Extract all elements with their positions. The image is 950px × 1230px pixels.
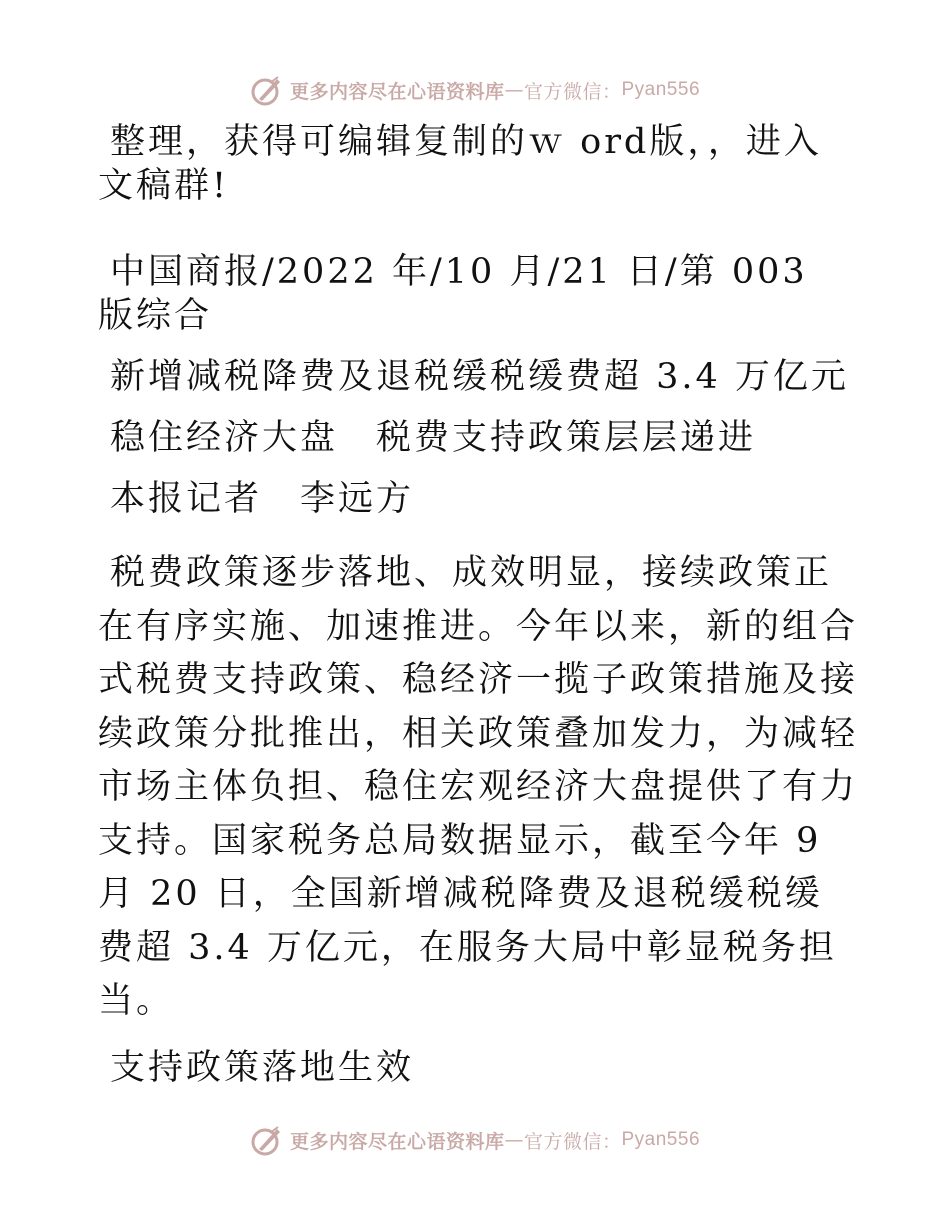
subheading: 支持政策落地生效	[110, 1047, 415, 1088]
author-line: 本报记者 李远方	[110, 479, 415, 519]
banner-wechat-id: Pyan556	[621, 79, 701, 100]
quill-logo-icon	[250, 73, 284, 107]
article-content	[98, 120, 858, 1090]
quill-logo-icon	[250, 1123, 284, 1157]
header-banner	[0, 70, 950, 110]
headline-primary: 新增减税降费及退税缓税缓费超 3.4 万亿元	[110, 357, 849, 397]
banner-separator: —	[504, 1129, 524, 1151]
source-line: 中国商报/2022 年/10 月/21 日/第 003 版综合	[98, 252, 808, 336]
footer-banner	[0, 1120, 950, 1160]
body-paragraph: 税费政策逐步落地、成效明显，接续政策正在有序实施、加速推进。今年以来，新的组合式税费支持政策、稳经济一揽子政策措施及接续政策分批推出，相关政策叠加发力，为减轻市场主体负担、稳住宏观经济大盘提供了有力支持。国家税务总局数据显示，截至今年 9 月 20 日，全国新增减税降费及退税缓税缓费超 3.4 万亿元，在服务大局中彰显税务担当。	[98, 553, 859, 1021]
banner-separator: —	[504, 79, 524, 101]
banner-wechat-label: 官方微信：	[523, 1130, 622, 1153]
headline-secondary: 稳住经济大盘 税费支持政策层层递进	[110, 418, 757, 458]
intro-paragraph: 整理，获得可编辑复制的ｗ ord版，，进入文稿群!	[98, 122, 822, 206]
banner-main-text: 更多内容尽在心语资料库	[289, 80, 505, 103]
banner-wechat-label: 官方微信：	[523, 80, 622, 103]
banner-wechat-id: Pyan556	[621, 1129, 701, 1150]
banner-main-text: 更多内容尽在心语资料库	[289, 1130, 505, 1153]
